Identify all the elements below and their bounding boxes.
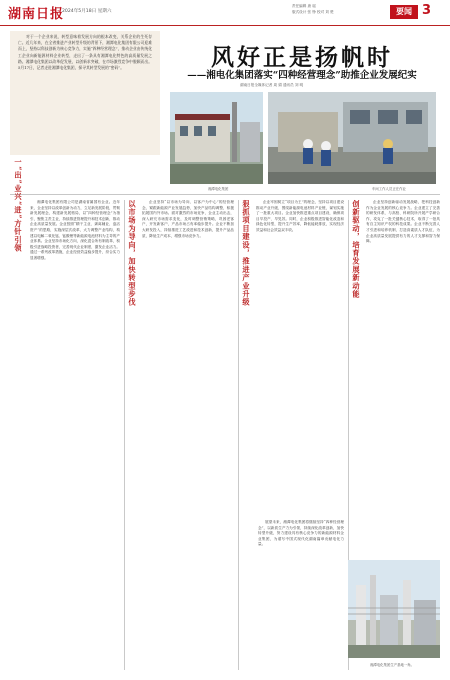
section-badge: 要闻 <box>390 5 418 19</box>
section-title-2: 以市场为导向，加快转型步伐 <box>128 200 137 307</box>
column-divider <box>124 200 125 670</box>
section-title-4: 创新驱动，培育发展新动能 <box>352 200 361 299</box>
intro-box <box>10 31 160 155</box>
article-column-4: 企业坚持创新驱动发展战略，把科技创新作为企业发展的核心竞争力。企业建立了完善的研发体系，与高校、科研院所开展产学研合作，攻克了一批关键核心技术，取得了一批具有自主知识产权的科技成果。企业不断完善人才引进和培养机制，打造高素质人才队伍，为企业高质量发展提供有力的人才支撑和智力保障。 <box>366 200 440 244</box>
editor-credits: 责任编辑 唐 瑶 版式设计 张 铮 校对 刘 楚 <box>292 4 334 14</box>
workers-photo <box>268 92 436 184</box>
intro-text: 对于一个企业来说，转型意味着发展方向的根本改变，关系企业的生死存亡。近几年来，在全省推进产业转型升级的背景下，湘潭电化集团有限公司迎难而上，坚持以科技创新为核心竞争力，实施“四种经营理念”，推动企业由传统化工企业向新能源材料企业转型，走出了一条具有湘潭电化特色的高质量发展之路。湘潭电化集团以改革促发展，以创新求突破，在市场激烈竞争中脱颖而出。5月17日，记者走进湘潭电化集团，探寻其转型发展的“密码”。 <box>18 34 152 71</box>
article-column-1: 湘潭电化集团有限公司是湖南省属国有企业。近年来，企业坚持以改革创新为动力，立足新发展阶段，贯彻新发展理念，构建新发展格局，以“四种经营理念”为指引，聚焦主责主业，持续推进管理提升和技术创新，推动企业高质量发展。企业按照“精干主业、剥离辅业、盘活资产”的思路，实施深层次改革，大力调整产业结构，构建以电解二氧化锰、锰酸锂等新能源电池材料为主导的产业体系。企业坚持市场化方向，深化混合所有制改革，积极引进战略投资者，完善现代企业制度，激发企业活力。通过一系列改革措施，企业经营效益稳步提升，综合实力显著增强。 <box>30 200 120 260</box>
section-title-1: 一“出”业兴“进”方针引领 <box>14 158 23 253</box>
plant-photo <box>348 560 440 658</box>
photo-caption-2: 车间工作人员正在作业 <box>372 187 406 191</box>
photo-caption-1: 湘潭电化集团 <box>208 187 229 191</box>
issue-date: 2024年5月18日 星期六 <box>62 9 112 14</box>
factory-photo <box>170 92 263 184</box>
section-title-3: 狠抓项目建设，推进产业升级 <box>242 200 251 307</box>
article-column-3: 企业牢固树立“项目为王”的理念，坚持以项目建设推动产业升级，围绕新能源电池材料产业链，谋划实施了一批重大项目。企业加快推进重点项目建设，确保项目早投产、早见效。同时，企业积极推进智能化改造和绿色化转型，提升生产效率，降低能耗排放，实现经济效益和社会效益双丰收。 <box>256 200 344 232</box>
headline: 风好正是扬帆时 <box>211 44 393 71</box>
rule <box>10 194 440 195</box>
newspaper-logo: 湖南日报 <box>8 7 65 22</box>
column-divider <box>238 200 239 670</box>
byline: 湖南日报全媒体记者 周 娟 通讯员 刘 明 <box>240 83 304 87</box>
page-number: 3 <box>422 3 432 18</box>
subheadline: ——湘电化集团落实“四种经营理念”助推企业发展纪实 <box>187 70 417 81</box>
article-column-5: 展望未来，湘潭电化集团将继续坚持“四种经营理念”，以新质生产力为引领，持续深化改革创新，加快转型升级，努力建设具有核心竞争力的新能源材料企业集团，为谱写中国式现代化湖南篇章贡献电化力量。 <box>258 520 344 547</box>
photo-caption-3: 湘潭电化集团生产基地一角。 <box>370 663 415 667</box>
article-column-2: 企业坚持“以市场为导向、以客户为中心”的经营理念，紧跟新能源产业发展趋势，加快产品结构调整，积极拓展国内外市场。面对激烈的市场竞争，企业主动出击，深入研究市场需求变化，及时调整营销策略，巩固老客户，开发新客户，产品市场占有率稳步提升。企业不断加大研发投入，持续推进工艺改进和技术创新，提升产品品质，降低生产成本，增强市场竞争力。 <box>142 200 234 238</box>
